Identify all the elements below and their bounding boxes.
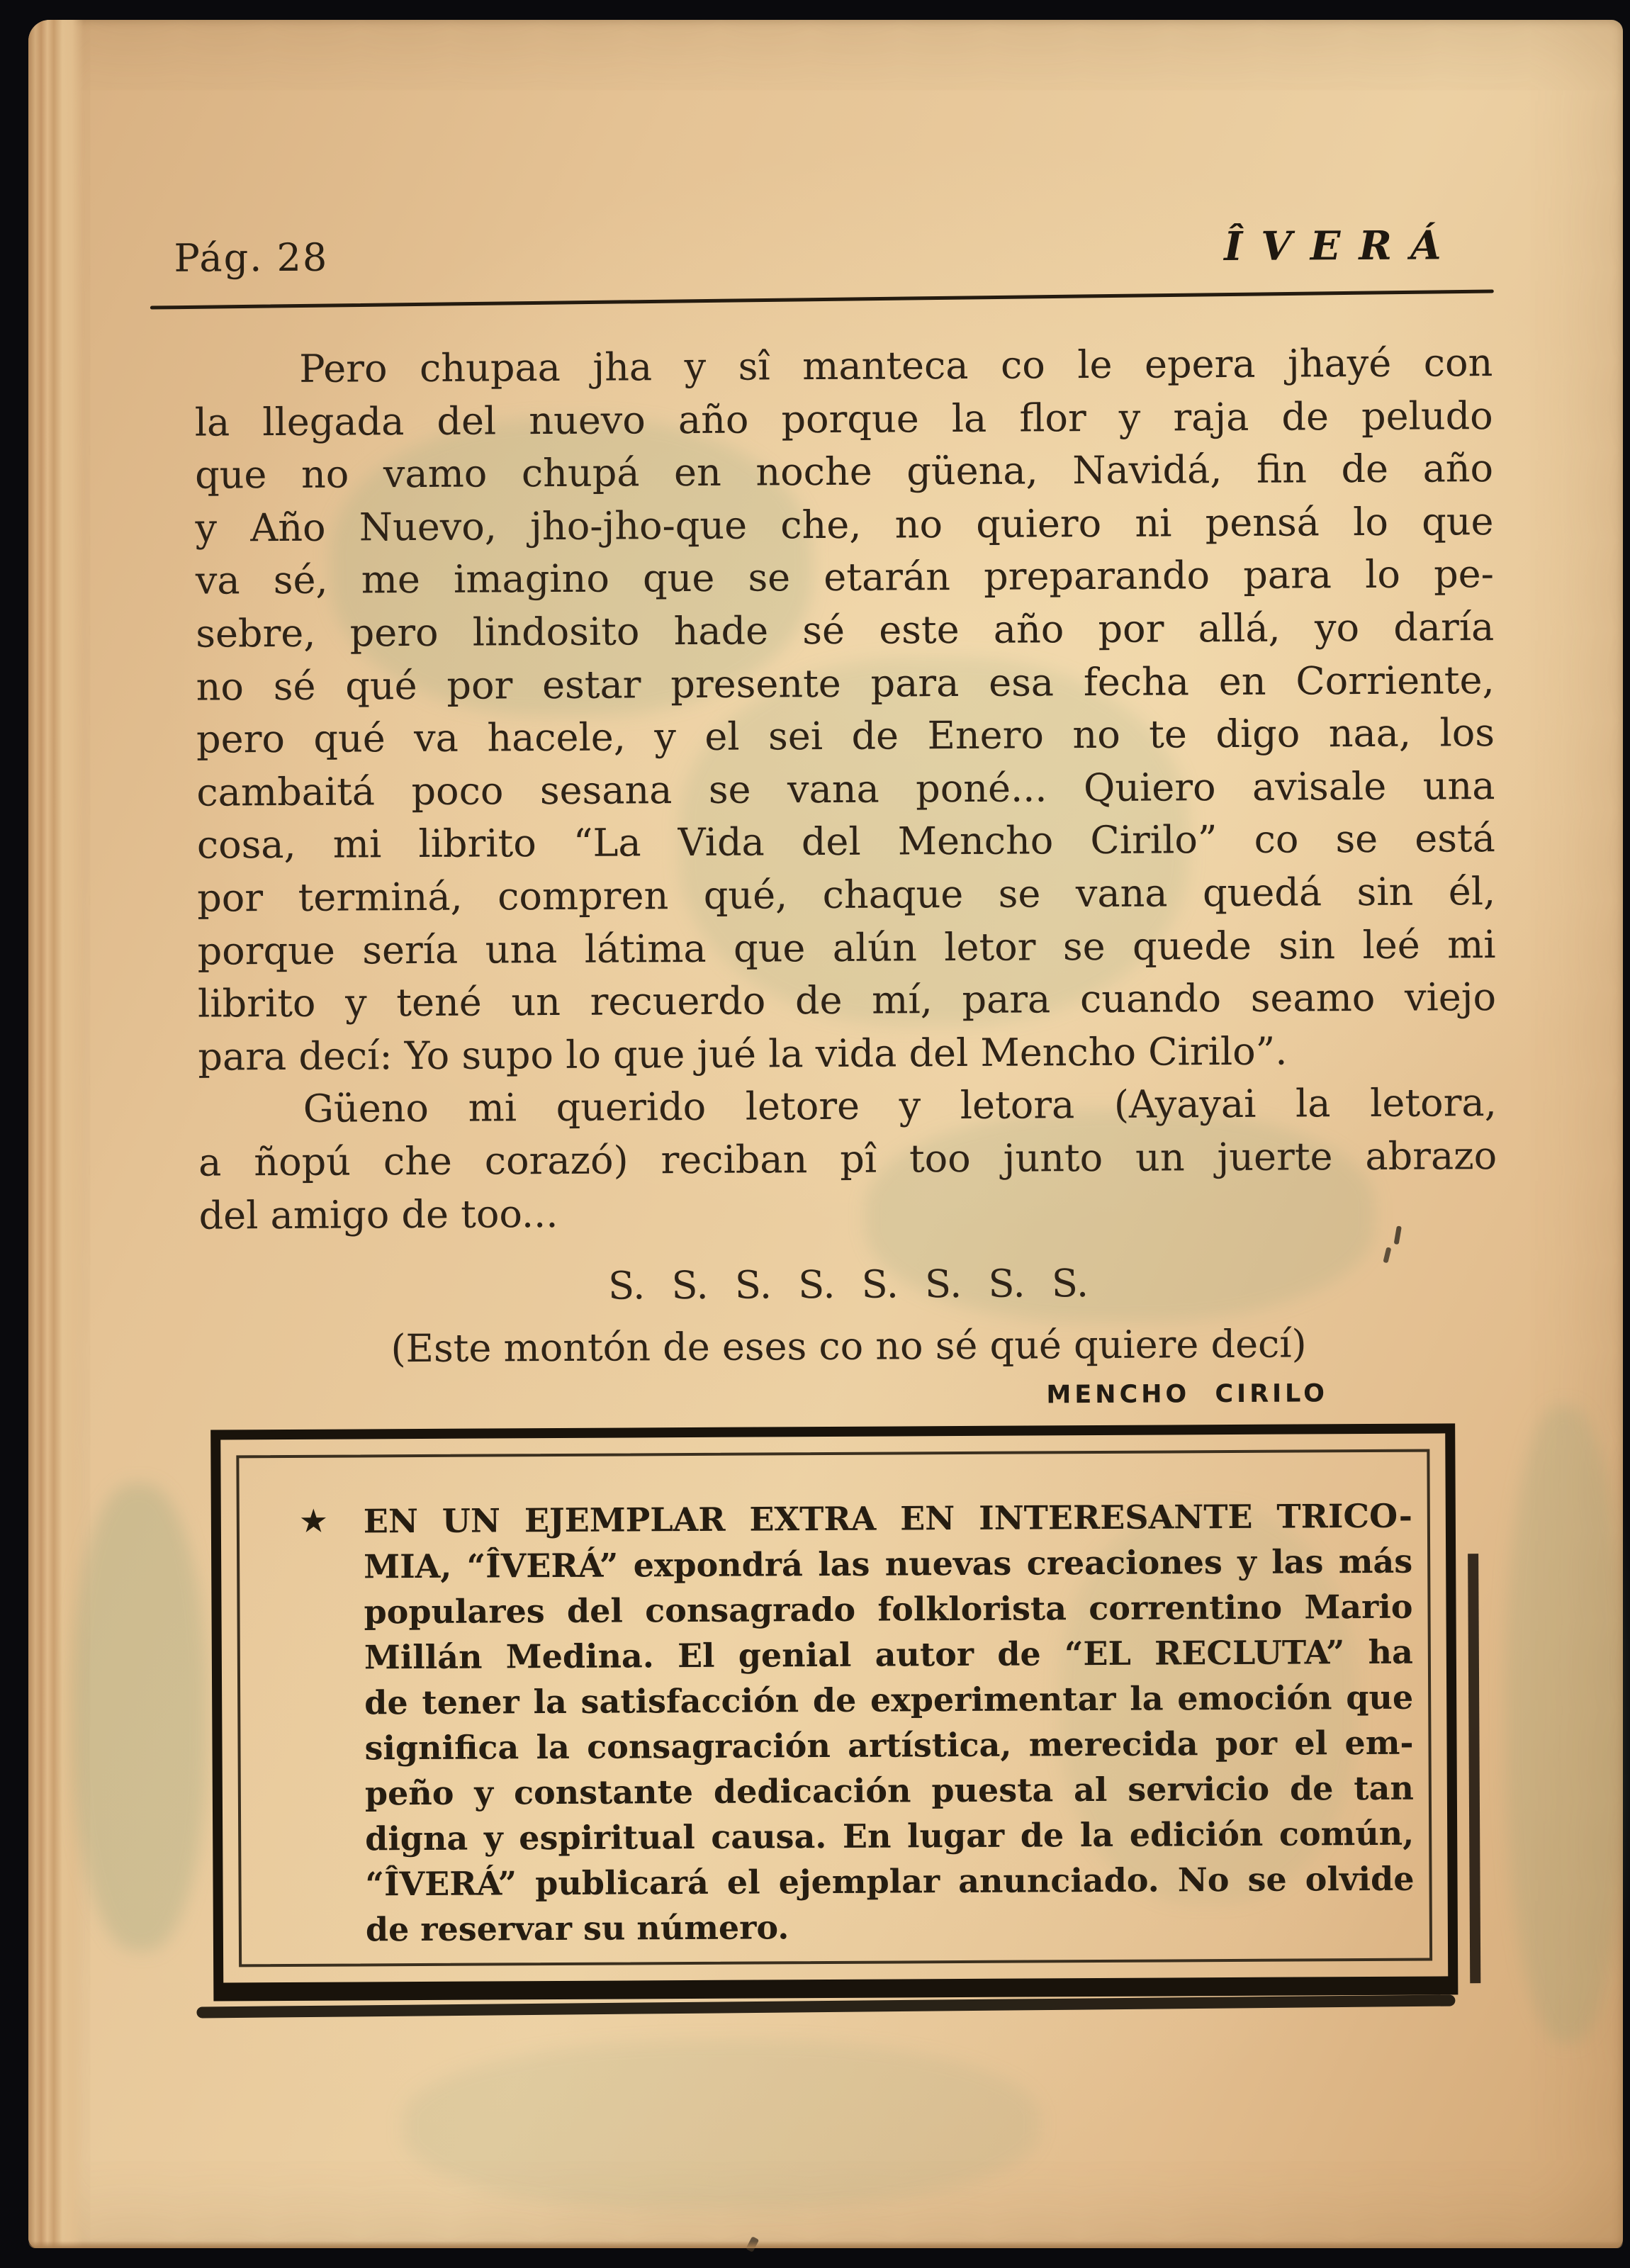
page-number: Pág. 28 bbox=[174, 235, 329, 281]
text-line: cosa, mi librito “La Vida del Mencho Cirilo” co se está bbox=[196, 816, 1495, 868]
text-line: porque sería una látima que alún letor se quede sin leé mi bbox=[197, 921, 1496, 974]
text-line: que no vamo chupá en noche güena, Navidá, fin de año bbox=[194, 446, 1494, 498]
masthead-title: ÎVERÁ bbox=[1223, 222, 1460, 271]
show-through-stain bbox=[402, 2038, 1040, 2212]
page-content bbox=[23, 16, 1629, 2252]
text-line: de tener la satisfacción de experimentar la emoción que bbox=[364, 1678, 1414, 1722]
body-text bbox=[194, 337, 1498, 1416]
text-line: la llegada del nuevo año porque la flor y raja de peludo bbox=[194, 393, 1493, 445]
advertisement-box bbox=[210, 1423, 1458, 2001]
text-line: para decí: Yo supo lo que jué la vida del Mencho Cirilo”. bbox=[198, 1028, 1288, 1079]
parenthetical-note: (Este montón de eses co no sé qué quiere decí) bbox=[390, 1321, 1307, 1371]
text-line: no sé qué por estar presente para esa fecha en Corriente, bbox=[196, 657, 1495, 709]
text-line: y Año Nuevo, jho-jho-que che, no quiero ni pensá lo que bbox=[195, 498, 1494, 551]
header-rule bbox=[150, 289, 1494, 309]
advertisement-inner-frame bbox=[236, 1449, 1432, 1967]
text-line: digna y espiritual causa. En lugar de la edición común, bbox=[365, 1814, 1415, 1858]
text-line: peño y constante dedicación puesta al servicio de tan bbox=[364, 1768, 1414, 1813]
advertisement-text bbox=[364, 1493, 1415, 1953]
text-line: Güeno mi querido letore y letora (Ayayai la letora, bbox=[303, 1080, 1497, 1132]
ink-speck bbox=[746, 2236, 759, 2252]
text-line: significa la consagración artística, merecida por el em- bbox=[364, 1723, 1414, 1768]
show-through-stain bbox=[72, 1483, 208, 1952]
text-line: populares del consagrado folklorista correntino Mario bbox=[364, 1587, 1413, 1632]
text-line: a ñopú che corazó) reciban pî too junto un juerte abrazo bbox=[198, 1133, 1497, 1185]
text-line: va sé, me imagino que se etarán preparando para lo pe- bbox=[195, 551, 1495, 604]
text-line: “ÎVERÁ” publicará el ejemplar anunciado. No se olvide bbox=[365, 1859, 1415, 1904]
text-line: pero qué va hacele, y el sei de Enero no te digo naa, los bbox=[196, 710, 1495, 762]
text-line: sebre, pero lindosito hade sé este año por allá, yo daría bbox=[196, 605, 1495, 656]
star-icon: ★ bbox=[298, 1501, 329, 1540]
text-line: EN UN EJEMPLAR EXTRA EN INTERESANTE TRICO- bbox=[363, 1496, 1412, 1541]
text-line: MIA, “ÎVERÁ” expondrá las nuevas creaciones y las más bbox=[364, 1542, 1413, 1586]
book-page bbox=[28, 20, 1623, 2248]
text-line: cambaitá poco sesana se vana poné... Quiero avisale una bbox=[196, 763, 1495, 815]
text-line: del amigo de too... bbox=[198, 1191, 558, 1238]
text-line: por terminá, compren qué, chaque se vana quedá sin él, bbox=[197, 868, 1496, 921]
text-line: librito y tené un recuerdo de mí, para cuando seamo viejo bbox=[197, 975, 1497, 1026]
author-signature: MENCHO CIRILO bbox=[1046, 1379, 1329, 1410]
text-line: de reservar su número. bbox=[365, 1908, 789, 1949]
text-line: Millán Medina. El genial autor de “EL RECLUTA” ha bbox=[364, 1632, 1413, 1677]
s-row: S. S. S. S. S. S. S. S. bbox=[607, 1261, 1089, 1308]
text-line: Pero chupaa jha y sî manteca co le epera jhayé con bbox=[299, 340, 1493, 391]
show-through-stain bbox=[1504, 1405, 1628, 2043]
